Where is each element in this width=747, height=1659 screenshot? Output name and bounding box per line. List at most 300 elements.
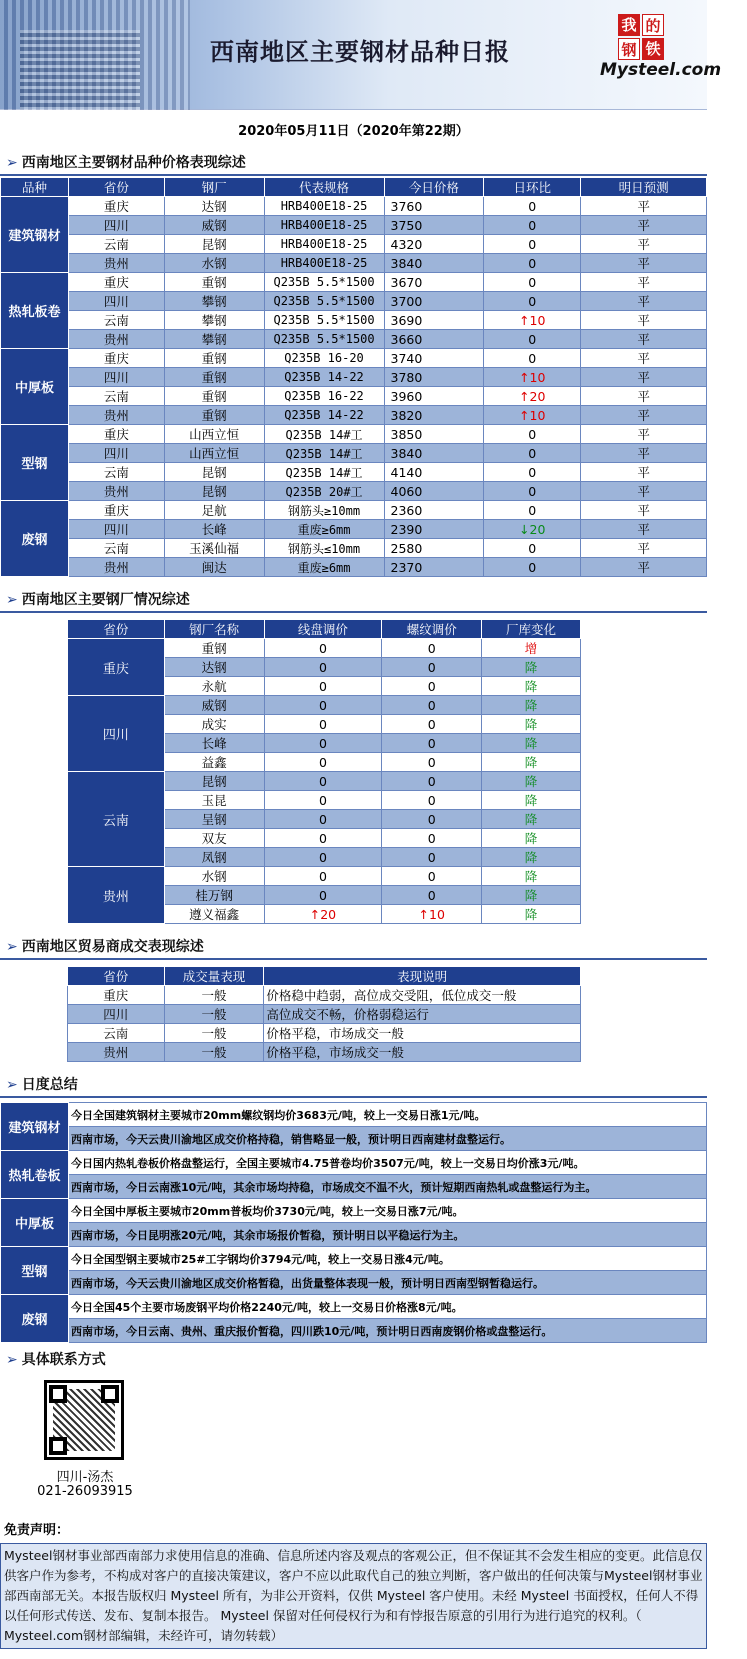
price-cell: 3840 bbox=[384, 444, 484, 463]
summary-category-cell: 建筑钢材 bbox=[1, 1103, 69, 1151]
province-group-cell: 重庆 bbox=[68, 639, 165, 696]
province-cell: 四川 bbox=[68, 368, 164, 387]
table-row bbox=[68, 639, 581, 658]
national-summary: 今日全国型钢主要城市25#工字钢均价3794元/吨，较上一交易日涨4元/吨。 bbox=[69, 1247, 707, 1271]
mill-cell: 昆钢 bbox=[164, 235, 264, 254]
description-cell: 价格稳中趋弱，高位成交受阻，低位成交一般 bbox=[264, 986, 581, 1005]
qr-finder bbox=[49, 1437, 67, 1455]
price-cell: 4140 bbox=[384, 463, 484, 482]
wire-adjust-cell: 0 bbox=[264, 677, 382, 696]
category-cell: 型钢 bbox=[1, 425, 69, 501]
table-row bbox=[1, 235, 707, 254]
summary-row bbox=[1, 1127, 707, 1151]
change-cell: ↓20 bbox=[484, 520, 581, 539]
stock-change-cell: 降 bbox=[482, 715, 581, 734]
price-cell: 3690 bbox=[384, 311, 484, 330]
forecast-cell: 平 bbox=[581, 463, 707, 482]
column-header: 钢厂名称 bbox=[164, 620, 264, 639]
wire-adjust-cell: ↑20 bbox=[264, 905, 382, 924]
spec-cell: Q235B 5.5*1500 bbox=[264, 311, 384, 330]
spec-cell: Q235B 14-22 bbox=[264, 406, 384, 425]
spec-cell: 重废≥6mm bbox=[264, 520, 384, 539]
summary-row bbox=[1, 1199, 707, 1223]
summary-row bbox=[1, 1319, 707, 1343]
column-header: 省份 bbox=[68, 967, 165, 986]
section-price-overview-title bbox=[0, 146, 707, 176]
spec-cell: 重废≥6mm bbox=[264, 558, 384, 577]
rebar-adjust-cell: 0 bbox=[382, 848, 482, 867]
trader-table bbox=[67, 966, 581, 1062]
price-cell: 3780 bbox=[384, 368, 484, 387]
column-header: 今日价格 bbox=[384, 178, 484, 197]
national-summary: 今日国内热轧卷板价格盘整运行，全国主要城市4.75普卷均价3507元/吨，较上一交易日均价涨3元/吨。 bbox=[69, 1151, 707, 1175]
province-cell: 云南 bbox=[68, 235, 164, 254]
stock-change-cell: 增 bbox=[482, 639, 581, 658]
rebar-adjust-cell: 0 bbox=[382, 791, 482, 810]
qr-code-icon bbox=[44, 1380, 124, 1460]
forecast-cell: 平 bbox=[581, 425, 707, 444]
price-cell: 3760 bbox=[384, 197, 484, 216]
table-row bbox=[1, 330, 707, 349]
province-cell: 贵州 bbox=[68, 482, 164, 501]
mill-cell: 重钢 bbox=[164, 387, 264, 406]
forecast-cell: 平 bbox=[581, 482, 707, 501]
summary-row bbox=[1, 1103, 707, 1127]
price-cell: 3840 bbox=[384, 254, 484, 273]
province-cell: 四川 bbox=[68, 216, 164, 235]
mill-cell: 昆钢 bbox=[164, 482, 264, 501]
table-row bbox=[68, 986, 581, 1005]
table-row bbox=[1, 216, 707, 235]
spec-cell: HRB400E18-25 bbox=[264, 197, 384, 216]
column-header: 日环比 bbox=[484, 178, 581, 197]
mill-name-cell: 遵义福鑫 bbox=[164, 905, 264, 924]
table-row bbox=[1, 292, 707, 311]
category-cell: 中厚板 bbox=[1, 349, 69, 425]
wire-adjust-cell: 0 bbox=[264, 658, 382, 677]
national-summary: 今日全国45个主要市场废钢平均价格2240元/吨，较上一交易日价格涨8元/吨。 bbox=[69, 1295, 707, 1319]
change-cell: 0 bbox=[484, 273, 581, 292]
section-title-text: 日度总结 bbox=[21, 1077, 78, 1093]
province-cell: 四川 bbox=[68, 292, 164, 311]
change-cell: 0 bbox=[484, 463, 581, 482]
province-cell: 贵州 bbox=[68, 254, 164, 273]
rebar-adjust-cell: 0 bbox=[382, 658, 482, 677]
logo-char-4: 铁 bbox=[642, 38, 664, 60]
table-row bbox=[1, 197, 707, 216]
rebar-adjust-cell: 0 bbox=[382, 772, 482, 791]
rebar-adjust-cell: 0 bbox=[382, 829, 482, 848]
spec-cell: Q235B 16-22 bbox=[264, 387, 384, 406]
column-header: 线盘调价 bbox=[264, 620, 382, 639]
southwest-summary: 西南市场，今天云贵川渝地区成交价格暂稳，出货量整体表现一般，预计明日西南型钢暂稳运行。 bbox=[69, 1271, 707, 1295]
rebar-adjust-cell: 0 bbox=[382, 810, 482, 829]
table-row bbox=[1, 254, 707, 273]
mill-cell: 足航 bbox=[164, 501, 264, 520]
province-cell: 重庆 bbox=[68, 197, 164, 216]
spec-cell: 钢筋头≤10mm bbox=[264, 539, 384, 558]
header-banner bbox=[0, 0, 722, 110]
mill-cell: 山西立恒 bbox=[164, 425, 264, 444]
mill-name-cell: 水钢 bbox=[164, 867, 264, 886]
mill-name-cell: 昆钢 bbox=[164, 772, 264, 791]
forecast-cell: 平 bbox=[581, 368, 707, 387]
mill-name-cell: 呈钢 bbox=[164, 810, 264, 829]
spec-cell: Q235B 16-20 bbox=[264, 349, 384, 368]
change-cell: ↑10 bbox=[484, 311, 581, 330]
wire-adjust-cell: 0 bbox=[264, 639, 382, 658]
table-row bbox=[1, 539, 707, 558]
mill-name-cell: 桂万钢 bbox=[164, 886, 264, 905]
stock-change-cell: 降 bbox=[482, 848, 581, 867]
province-cell: 重庆 bbox=[68, 349, 164, 368]
summary-row bbox=[1, 1151, 707, 1175]
volume-cell: 一般 bbox=[164, 1005, 264, 1024]
mill-name-cell: 达钢 bbox=[164, 658, 264, 677]
section-title-text: 西南地区主要钢材品种价格表现综述 bbox=[21, 155, 246, 171]
forecast-cell: 平 bbox=[581, 387, 707, 406]
price-cell: 2360 bbox=[384, 501, 484, 520]
province-cell: 云南 bbox=[68, 387, 164, 406]
table-row bbox=[1, 311, 707, 330]
summary-category-cell: 热轧卷板 bbox=[1, 1151, 69, 1199]
change-cell: 0 bbox=[484, 330, 581, 349]
southwest-summary: 西南市场，今日云南、贵州、重庆报价暂稳，四川跌10元/吨，预计明日西南废钢价格或盘整运行。 bbox=[69, 1319, 707, 1343]
province-group-cell: 云南 bbox=[68, 772, 165, 867]
wire-adjust-cell: 0 bbox=[264, 696, 382, 715]
logo-brand: Mysteel.com bbox=[600, 60, 722, 80]
province-cell: 重庆 bbox=[68, 501, 164, 520]
forecast-cell: 平 bbox=[581, 273, 707, 292]
column-header: 代表规格 bbox=[264, 178, 384, 197]
table-row bbox=[1, 482, 707, 501]
section-daily-summary-title bbox=[0, 1068, 707, 1098]
mysteel-logo[interactable] bbox=[600, 14, 722, 84]
change-cell: 0 bbox=[484, 197, 581, 216]
price-cell: 3660 bbox=[384, 330, 484, 349]
table-row bbox=[1, 368, 707, 387]
stock-change-cell: 降 bbox=[482, 867, 581, 886]
section-arrow-icon: ➢ bbox=[6, 155, 18, 171]
summary-category-cell: 型钢 bbox=[1, 1247, 69, 1295]
stock-change-cell: 降 bbox=[482, 829, 581, 848]
wire-adjust-cell: 0 bbox=[264, 753, 382, 772]
price-table bbox=[0, 177, 707, 577]
forecast-cell: 平 bbox=[581, 235, 707, 254]
daily-summary-table bbox=[0, 1102, 707, 1343]
price-cell: 2390 bbox=[384, 520, 484, 539]
table-row bbox=[1, 425, 707, 444]
stock-change-cell: 降 bbox=[482, 677, 581, 696]
province-cell: 贵州 bbox=[68, 330, 164, 349]
mill-cell: 重钢 bbox=[164, 273, 264, 292]
wire-adjust-cell: 0 bbox=[264, 715, 382, 734]
rebar-adjust-cell: 0 bbox=[382, 753, 482, 772]
province-cell: 贵州 bbox=[68, 558, 164, 577]
rebar-adjust-cell: ↑10 bbox=[382, 905, 482, 924]
rebar-adjust-cell: 0 bbox=[382, 867, 482, 886]
wire-adjust-cell: 0 bbox=[264, 886, 382, 905]
mill-cell: 重钢 bbox=[164, 368, 264, 387]
wire-adjust-cell: 0 bbox=[264, 734, 382, 753]
column-header: 表现说明 bbox=[264, 967, 581, 986]
province-cell: 云南 bbox=[68, 1024, 165, 1043]
wire-adjust-cell: 0 bbox=[264, 867, 382, 886]
change-cell: 0 bbox=[484, 216, 581, 235]
contact-block bbox=[0, 1374, 707, 1519]
change-cell: ↑20 bbox=[484, 387, 581, 406]
forecast-cell: 平 bbox=[581, 311, 707, 330]
section-contact-title bbox=[0, 1343, 707, 1373]
table-row bbox=[68, 867, 581, 886]
province-cell: 四川 bbox=[68, 444, 164, 463]
forecast-cell: 平 bbox=[581, 330, 707, 349]
change-cell: ↑10 bbox=[484, 368, 581, 387]
volume-cell: 一般 bbox=[164, 986, 264, 1005]
spec-cell: HRB400E18-25 bbox=[264, 216, 384, 235]
stock-change-cell: 降 bbox=[482, 791, 581, 810]
mill-cell: 重钢 bbox=[164, 406, 264, 425]
forecast-cell: 平 bbox=[581, 539, 707, 558]
stock-change-cell: 降 bbox=[482, 753, 581, 772]
price-cell: 3960 bbox=[384, 387, 484, 406]
change-cell: 0 bbox=[484, 235, 581, 254]
spec-cell: Q235B 5.5*1500 bbox=[264, 330, 384, 349]
price-cell: 3750 bbox=[384, 216, 484, 235]
section-title-text: 具体联系方式 bbox=[21, 1352, 106, 1368]
summary-category-cell: 中厚板 bbox=[1, 1199, 69, 1247]
mill-cell: 攀钢 bbox=[164, 292, 264, 311]
mill-name-cell: 益鑫 bbox=[164, 753, 264, 772]
wire-adjust-cell: 0 bbox=[264, 829, 382, 848]
column-header: 钢厂 bbox=[164, 178, 264, 197]
rebar-adjust-cell: 0 bbox=[382, 696, 482, 715]
price-cell: 3670 bbox=[384, 273, 484, 292]
price-cell: 4060 bbox=[384, 482, 484, 501]
mill-name-cell: 成实 bbox=[164, 715, 264, 734]
volume-cell: 一般 bbox=[164, 1043, 264, 1062]
province-cell: 贵州 bbox=[68, 1043, 165, 1062]
change-cell: 0 bbox=[484, 254, 581, 273]
mill-name-cell: 威钢 bbox=[164, 696, 264, 715]
volume-cell: 一般 bbox=[164, 1024, 264, 1043]
price-cell: 3740 bbox=[384, 349, 484, 368]
column-header: 明日预测 bbox=[581, 178, 707, 197]
spec-cell: Q235B 14#工 bbox=[264, 463, 384, 482]
spec-cell: HRB400E18-25 bbox=[264, 235, 384, 254]
table-row bbox=[1, 444, 707, 463]
price-cell: 3850 bbox=[384, 425, 484, 444]
disclaimer-title: 免责声明： bbox=[4, 1523, 70, 1538]
spec-cell: 钢筋头≥10mm bbox=[264, 501, 384, 520]
mill-name-cell: 玉昆 bbox=[164, 791, 264, 810]
section-trader-overview-title bbox=[0, 930, 707, 960]
spec-cell: Q235B 14#工 bbox=[264, 444, 384, 463]
southwest-summary: 西南市场，今日云南涨10元/吨，其余市场均持稳，市场成交不温不火，预计短期西南热轧或盘整运行为主。 bbox=[69, 1175, 707, 1199]
spec-cell: Q235B 14#工 bbox=[264, 425, 384, 444]
forecast-cell: 平 bbox=[581, 501, 707, 520]
forecast-cell: 平 bbox=[581, 520, 707, 539]
rebar-adjust-cell: 0 bbox=[382, 886, 482, 905]
section-title-text: 西南地区主要钢厂情况综述 bbox=[21, 592, 190, 608]
mill-table bbox=[67, 619, 581, 924]
mill-cell: 达钢 bbox=[164, 197, 264, 216]
change-cell: 0 bbox=[484, 558, 581, 577]
table-row bbox=[1, 501, 707, 520]
table-row bbox=[1, 349, 707, 368]
forecast-cell: 平 bbox=[581, 216, 707, 235]
price-cell: 2580 bbox=[384, 539, 484, 558]
stock-change-cell: 降 bbox=[482, 772, 581, 791]
price-cell: 3820 bbox=[384, 406, 484, 425]
summary-row bbox=[1, 1247, 707, 1271]
column-header: 省份 bbox=[68, 178, 164, 197]
change-cell: 0 bbox=[484, 501, 581, 520]
spec-cell: HRB400E18-25 bbox=[264, 254, 384, 273]
change-cell: 0 bbox=[484, 292, 581, 311]
description-cell: 高位成交不畅，价格弱稳运行 bbox=[264, 1005, 581, 1024]
change-cell: 0 bbox=[484, 482, 581, 501]
stock-change-cell: 降 bbox=[482, 658, 581, 677]
change-cell: 0 bbox=[484, 539, 581, 558]
table-row bbox=[1, 406, 707, 425]
report-date: 2020年05月11日（2020年第22期） bbox=[238, 124, 469, 139]
province-cell: 云南 bbox=[68, 311, 164, 330]
mill-cell: 玉溪仙福 bbox=[164, 539, 264, 558]
section-arrow-icon: ➢ bbox=[6, 592, 18, 608]
summary-row bbox=[1, 1175, 707, 1199]
summary-row bbox=[1, 1295, 707, 1319]
mill-cell: 攀钢 bbox=[164, 311, 264, 330]
category-cell: 热轧板卷 bbox=[1, 273, 69, 349]
category-cell: 废钢 bbox=[1, 501, 69, 577]
change-cell: 0 bbox=[484, 444, 581, 463]
price-cell: 4320 bbox=[384, 235, 484, 254]
mill-cell: 昆钢 bbox=[164, 463, 264, 482]
spec-cell: Q235B 20#工 bbox=[264, 482, 384, 501]
spec-cell: Q235B 5.5*1500 bbox=[264, 273, 384, 292]
stock-change-cell: 降 bbox=[482, 696, 581, 715]
stock-change-cell: 降 bbox=[482, 734, 581, 753]
province-cell: 重庆 bbox=[68, 986, 165, 1005]
rebar-adjust-cell: 0 bbox=[382, 715, 482, 734]
summary-category-cell: 废钢 bbox=[1, 1295, 69, 1343]
disclaimer-text: Mysteel钢材事业部西南部力求使用信息的准确、信息所述内容及观点的客观公正，但不保证其不会发生相应的变更。此信息仅供客户作为参考，不构成对客户的直接决策建议，客户不应以此取代自己的独立判断，客户做出的任何决策与Mysteel钢材事业部西南部无关。本报告版权归 Mysteel 所有，为非公开资料，仅供 Mysteel 客户使用。未经 Mysteel 书面授权，任何人不得以任何形式传送、发布、复制本报告。 Mysteel 保留对任何侵权行为和有悖报告原意的引用行为进行追究的权利。（ Mysteel.com钢材部编辑，未经许可，请勿转载） bbox=[0, 1543, 707, 1649]
forecast-cell: 平 bbox=[581, 444, 707, 463]
mill-name-cell: 长峰 bbox=[164, 734, 264, 753]
forecast-cell: 平 bbox=[581, 254, 707, 273]
province-group-cell: 贵州 bbox=[68, 867, 165, 924]
table-row bbox=[1, 273, 707, 292]
description-cell: 价格平稳，市场成交一般 bbox=[264, 1024, 581, 1043]
table-row bbox=[1, 558, 707, 577]
province-cell: 重庆 bbox=[68, 273, 164, 292]
mill-name-cell: 重钢 bbox=[164, 639, 264, 658]
category-cell: 建筑钢材 bbox=[1, 197, 69, 273]
section-arrow-icon: ➢ bbox=[6, 1077, 18, 1093]
logo-char-3: 钢 bbox=[618, 38, 640, 60]
province-cell: 云南 bbox=[68, 463, 164, 482]
province-cell: 云南 bbox=[68, 539, 164, 558]
qr-finder bbox=[49, 1385, 67, 1403]
rebar-adjust-cell: 0 bbox=[382, 639, 482, 658]
forecast-cell: 平 bbox=[581, 197, 707, 216]
table-row bbox=[68, 1043, 581, 1062]
province-cell: 四川 bbox=[68, 1005, 165, 1024]
mill-cell: 重钢 bbox=[164, 349, 264, 368]
section-title-text: 西南地区贸易商成交表现综述 bbox=[21, 939, 204, 955]
table-row bbox=[68, 1024, 581, 1043]
price-cell: 2370 bbox=[384, 558, 484, 577]
column-header: 品种 bbox=[1, 178, 69, 197]
province-cell: 贵州 bbox=[68, 406, 164, 425]
building-windows-image bbox=[20, 30, 140, 110]
table-row bbox=[1, 520, 707, 539]
province-cell: 重庆 bbox=[68, 425, 164, 444]
section-arrow-icon: ➢ bbox=[6, 1352, 18, 1368]
summary-row bbox=[1, 1223, 707, 1247]
stock-change-cell: 降 bbox=[482, 810, 581, 829]
summary-row bbox=[1, 1271, 707, 1295]
report-title: 西南地区主要钢材品种日报 bbox=[210, 38, 510, 66]
mill-cell: 威钢 bbox=[164, 216, 264, 235]
table-row bbox=[1, 387, 707, 406]
mill-name-cell: 凤钢 bbox=[164, 848, 264, 867]
national-summary: 今日全国中厚板主要城市20mm普板均价3730元/吨，较上一交易日涨7元/吨。 bbox=[69, 1199, 707, 1223]
rebar-adjust-cell: 0 bbox=[382, 677, 482, 696]
description-cell: 价格平稳，市场成交一般 bbox=[264, 1043, 581, 1062]
qr-finder bbox=[101, 1385, 119, 1403]
table-row bbox=[68, 1005, 581, 1024]
wire-adjust-cell: 0 bbox=[264, 791, 382, 810]
forecast-cell: 平 bbox=[581, 349, 707, 368]
column-header: 成交量表现 bbox=[164, 967, 264, 986]
forecast-cell: 平 bbox=[581, 406, 707, 425]
wire-adjust-cell: 0 bbox=[264, 772, 382, 791]
stock-change-cell: 降 bbox=[482, 905, 581, 924]
change-cell: 0 bbox=[484, 425, 581, 444]
mill-cell: 闽达 bbox=[164, 558, 264, 577]
mill-cell: 攀钢 bbox=[164, 330, 264, 349]
province-group-cell: 四川 bbox=[68, 696, 165, 772]
mill-cell: 水钢 bbox=[164, 254, 264, 273]
spec-cell: Q235B 5.5*1500 bbox=[264, 292, 384, 311]
mill-cell: 山西立恒 bbox=[164, 444, 264, 463]
national-summary: 今日全国建筑钢材主要城市20mm螺纹钢均价3683元/吨，较上一交易日涨1元/吨。 bbox=[69, 1103, 707, 1127]
mill-name-cell: 双友 bbox=[164, 829, 264, 848]
column-header: 螺纹调价 bbox=[382, 620, 482, 639]
southwest-summary: 西南市场，今天云贵川渝地区成交价格持稳，销售略显一般，预计明日西南建材盘整运行。 bbox=[69, 1127, 707, 1151]
table-row bbox=[68, 696, 581, 715]
spec-cell: Q235B 14-22 bbox=[264, 368, 384, 387]
contact-phone[interactable]: 021-26093915 bbox=[37, 1484, 133, 1499]
stock-change-cell: 降 bbox=[482, 886, 581, 905]
table-row bbox=[68, 772, 581, 791]
section-arrow-icon: ➢ bbox=[6, 939, 18, 955]
contact-name: 四川-汤杰 bbox=[56, 1470, 114, 1485]
column-header: 厂库变化 bbox=[482, 620, 581, 639]
logo-char-2: 的 bbox=[642, 14, 664, 36]
mill-name-cell: 永航 bbox=[164, 677, 264, 696]
forecast-cell: 平 bbox=[581, 292, 707, 311]
change-cell: ↑10 bbox=[484, 406, 581, 425]
logo-char-1: 我 bbox=[618, 14, 640, 36]
southwest-summary: 西南市场，今日昆明涨20元/吨，其余市场报价暂稳，预计明日以平稳运行为主。 bbox=[69, 1223, 707, 1247]
rebar-adjust-cell: 0 bbox=[382, 734, 482, 753]
column-header: 省份 bbox=[68, 620, 165, 639]
province-cell: 四川 bbox=[68, 520, 164, 539]
wire-adjust-cell: 0 bbox=[264, 848, 382, 867]
